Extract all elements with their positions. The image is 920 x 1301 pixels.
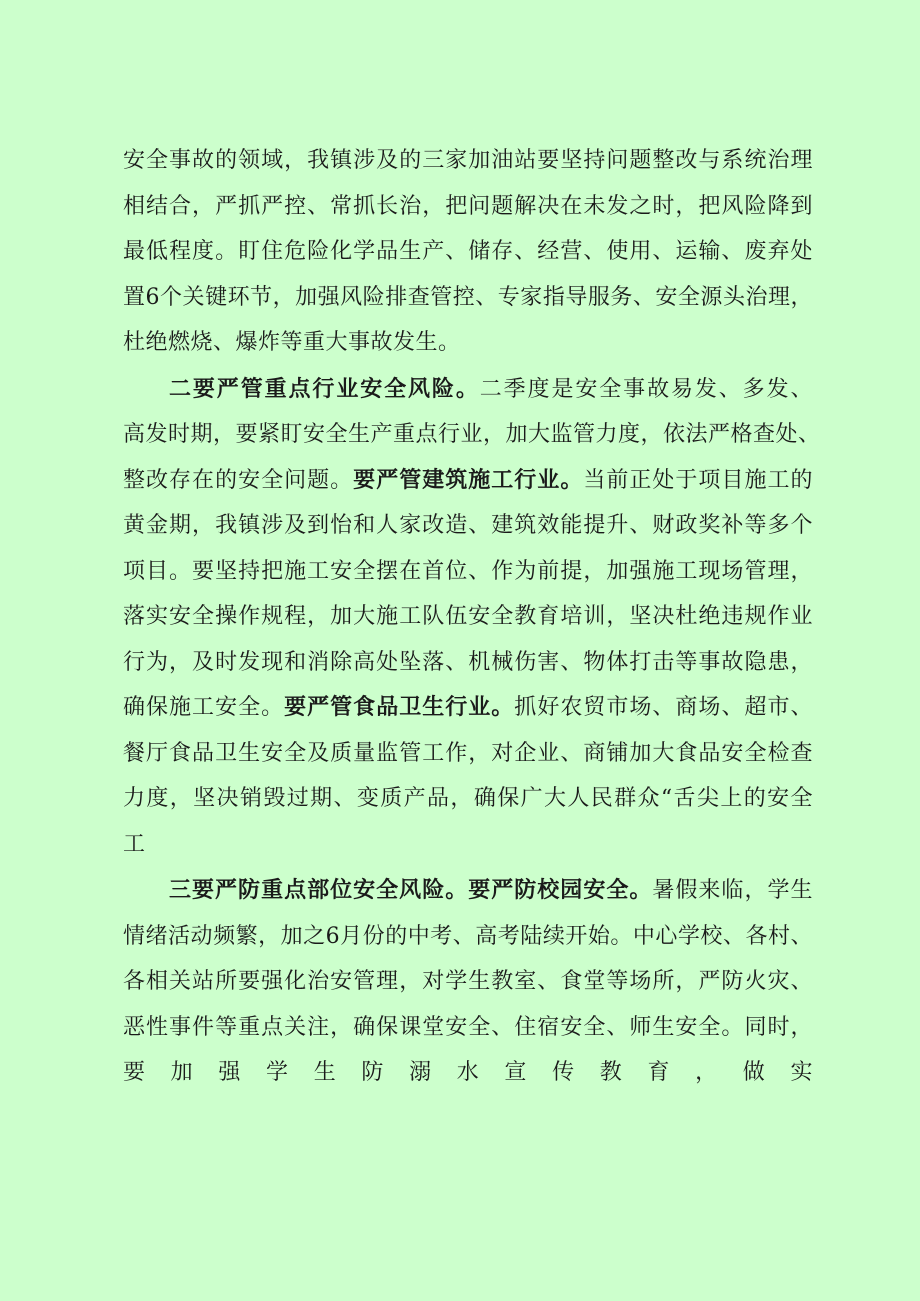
- text-line: [123, 914, 813, 960]
- text-line: [123, 822, 813, 868]
- bold-text-run: 要严管食品卫生行业。: [284, 694, 515, 720]
- bold-text-run: 三要严防重点部位安全风险。要严防校园安全。: [169, 877, 653, 903]
- text-line: [123, 229, 813, 275]
- bold-text-run: 要严管建筑施工行业。: [353, 466, 584, 493]
- text-line: [123, 549, 813, 595]
- text-line: [123, 458, 813, 504]
- document-body: [123, 138, 821, 1096]
- text-line: [123, 138, 813, 184]
- bold-text-run: 二要严管重点行业安全风险。: [169, 375, 480, 402]
- paragraph: [123, 367, 821, 868]
- text-run: 项目。要坚持把施工安全摆在首位、作为前提，加强施工现场管理，: [123, 558, 813, 584]
- text-run: 黄金期，我镇涉及到怡和人家改造、建筑效能提升、财政奖补等多个: [123, 513, 813, 538]
- text-line: [123, 503, 813, 549]
- text-line: [123, 868, 813, 914]
- text-run: 抓好农贸市场、商场、超市、: [514, 695, 813, 720]
- text-run: 置6个关键环节，加强风险排查管控、专家指导服务、安全源头治理，: [123, 284, 813, 310]
- paragraph: [123, 138, 813, 366]
- text-run: 情绪活动频繁，加之6月份的中考、高考陆续开始。中心学校、各村、: [123, 923, 813, 949]
- text-run: 整改存在的安全问题。: [123, 467, 354, 493]
- text-run: 暑假来临，学生: [652, 878, 813, 903]
- text-run: 各相关站所要强化治安管理，对学生教室、食堂等场所，严防火灾、: [123, 969, 813, 994]
- text-line: [123, 640, 813, 686]
- text-run: 力度，坚决销毁过期、变质产品，确保广大人民群众“舌尖上的安全: [123, 786, 813, 811]
- text-run: 当前正处于项目施工的: [583, 467, 813, 493]
- text-run: 相结合，严抓严控、常抓长治，把问题解决在未发之时，把风险降到: [123, 193, 813, 219]
- text-line: [123, 184, 813, 230]
- text-run: 最低程度。盯住危险化学品生产、储存、经营、使用、运输、废弃处: [123, 239, 813, 264]
- text-run: 餐厅食品卫生安全及质量监管工作，对企业、商铺加大食品安全检查: [123, 740, 813, 766]
- text-line: [123, 776, 813, 822]
- text-run: 工: [123, 831, 146, 857]
- text-line: [123, 959, 813, 1005]
- text-run: 二季度是安全事故易发、多发、: [479, 376, 813, 402]
- text-run: 恶性事件等重点关注，确保课堂安全、住宿安全、师生安全。同时，: [123, 1014, 813, 1040]
- text-line: [123, 275, 813, 321]
- text-line: [123, 594, 813, 640]
- text-line: [123, 1050, 813, 1096]
- text-run: 高发时期，要紧盯安全生产重点行业，加大监管力度，依法严格查处、: [123, 422, 821, 447]
- text-run: 要加强学生防溺水宣传教育，做实: [123, 1060, 813, 1085]
- text-run: 确保施工安全。: [123, 695, 285, 720]
- text-line: [123, 1005, 813, 1051]
- text-run: 行为，及时发现和消除高处坠落、机械伤害、物体打击等事故隐患，: [123, 649, 813, 675]
- text-run: 安全事故的领域，我镇涉及的三家加油站要坚持问题整改与系统治理: [123, 148, 813, 173]
- text-line: [123, 412, 821, 458]
- text-run: 杜绝燃烧、爆炸等重大事故发生。: [123, 330, 461, 355]
- text-line: [123, 685, 813, 731]
- text-line: [123, 320, 813, 366]
- text-line: [123, 731, 813, 777]
- text-line: [123, 367, 813, 413]
- paragraph: [123, 868, 813, 1096]
- text-run: 落实安全操作规程，加大施工队伍安全教育培训，坚决杜绝违规作业: [123, 604, 813, 629]
